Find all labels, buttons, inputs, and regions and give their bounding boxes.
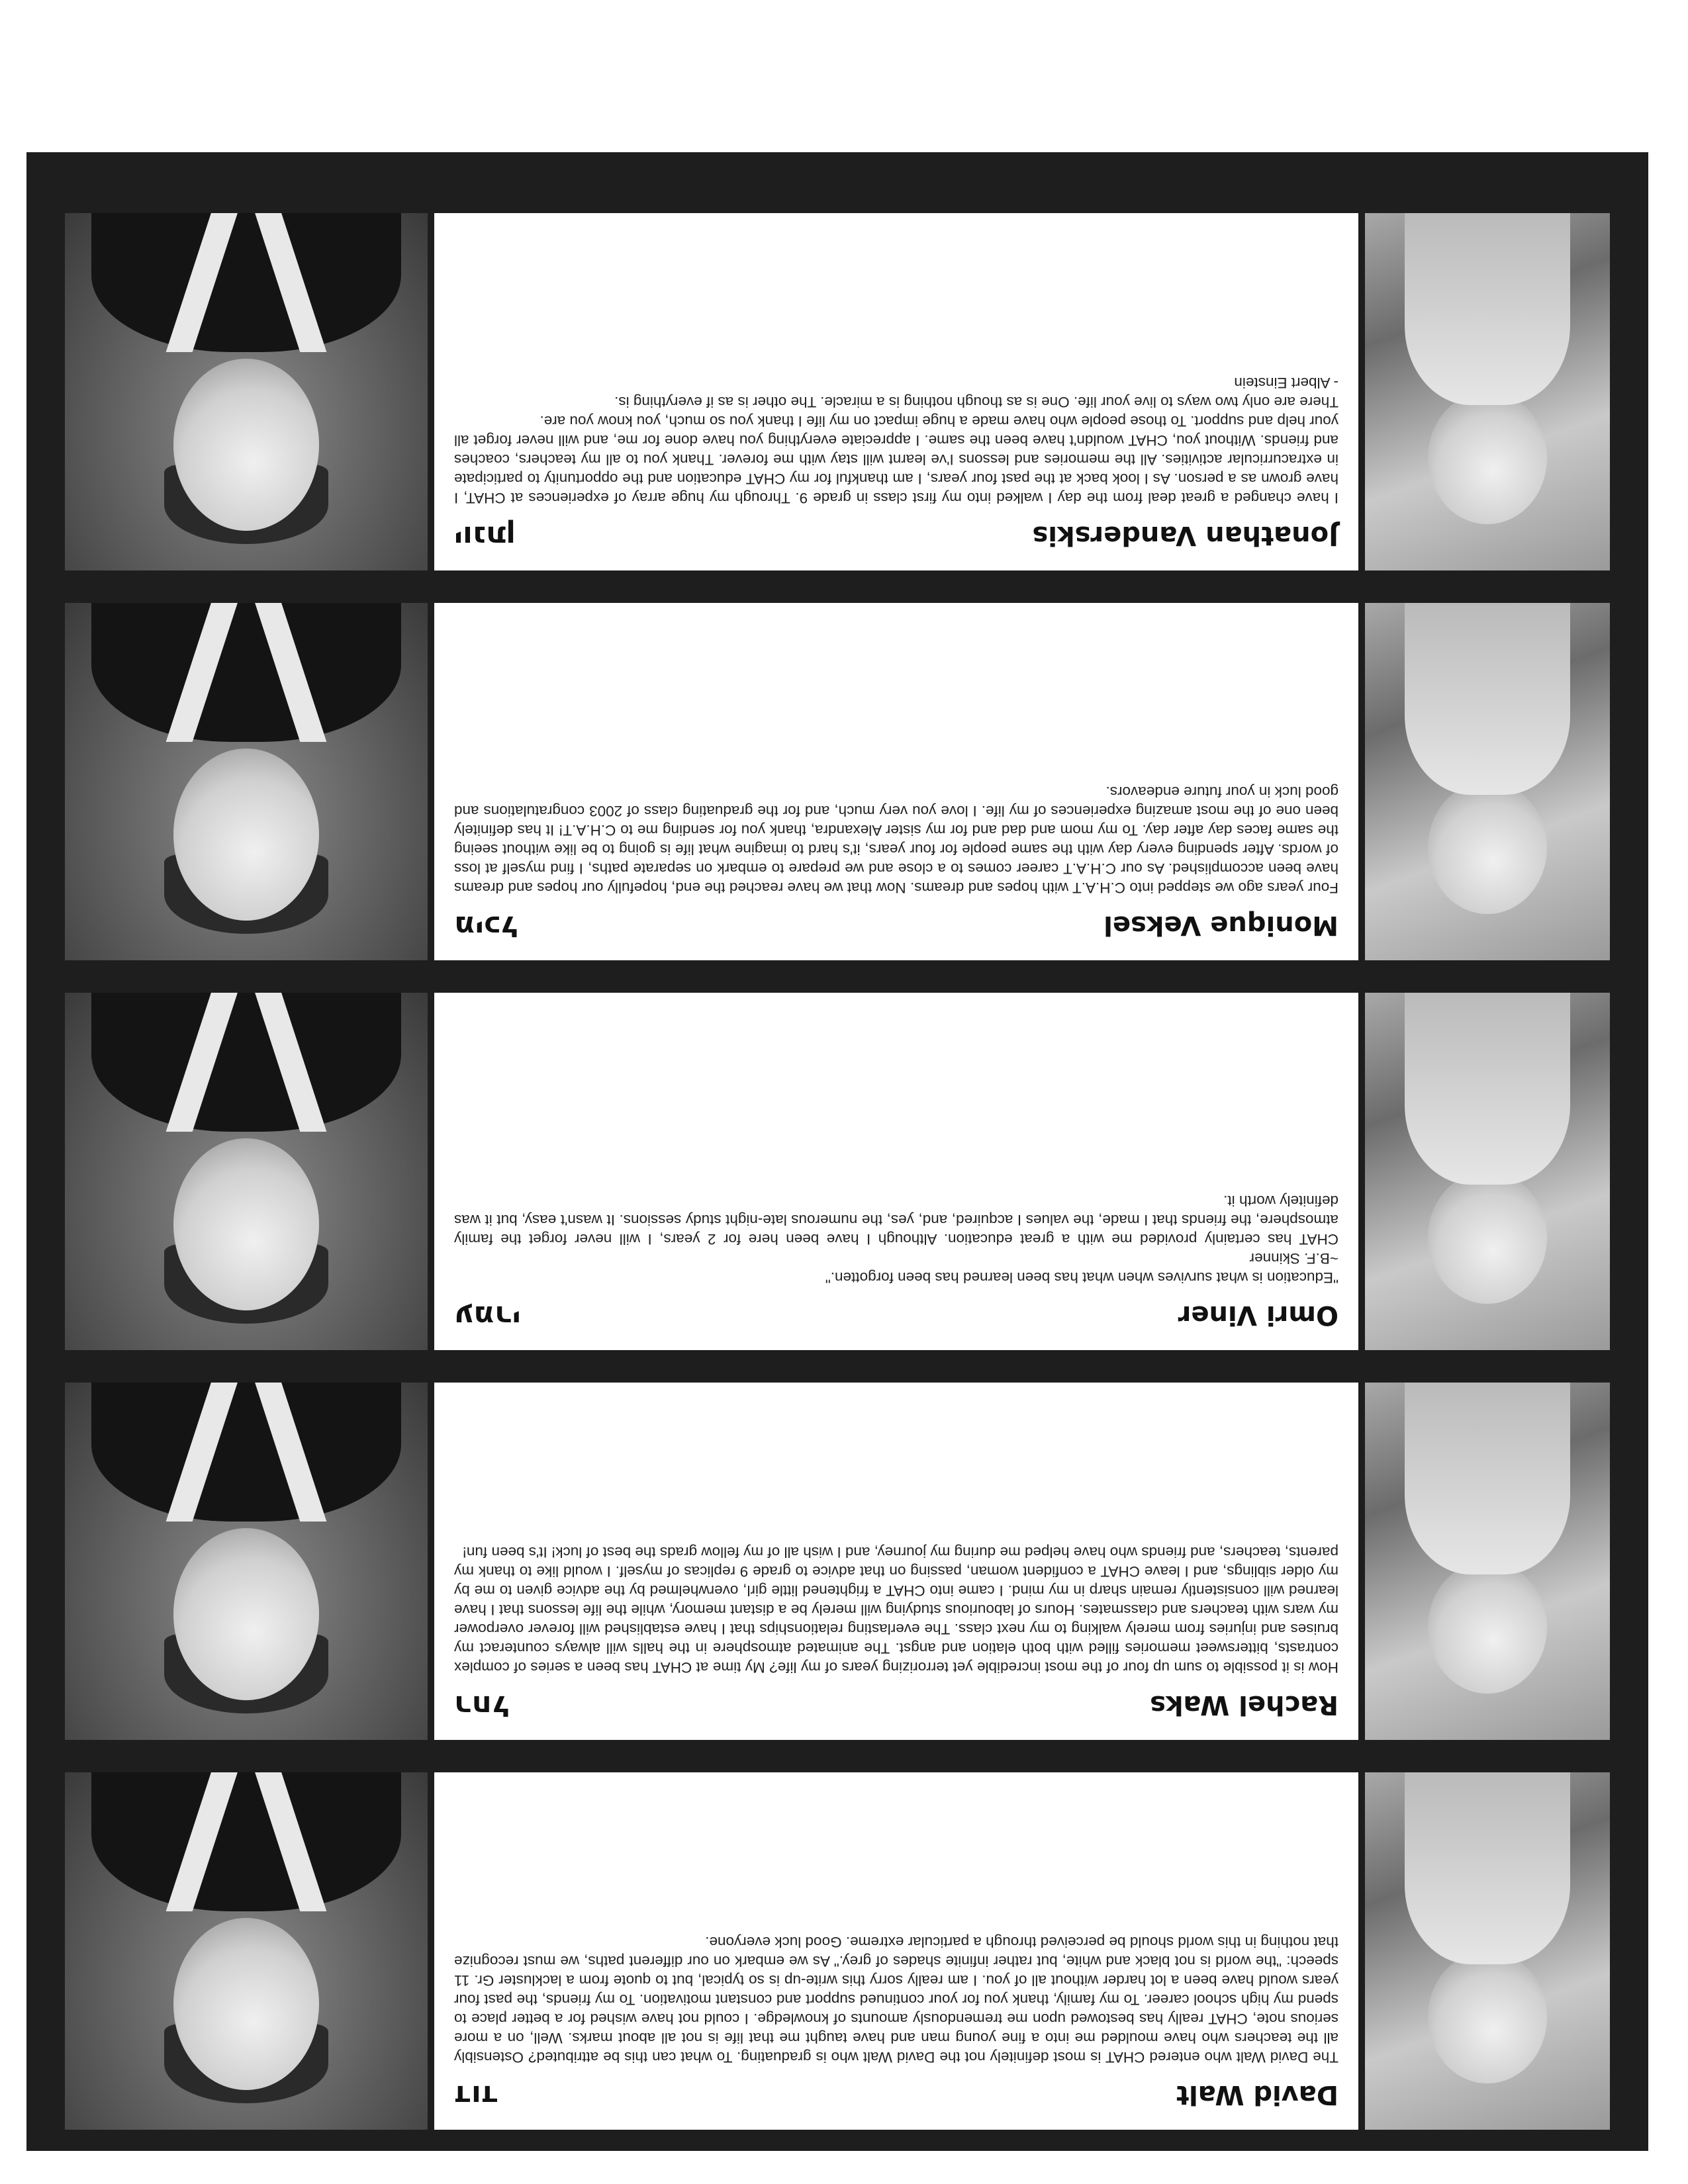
graduation-photo	[65, 993, 428, 1350]
entry-text-box	[434, 1772, 1358, 2130]
graduate-entry	[26, 1383, 1648, 1740]
graduate-name: Omri Viner	[1178, 1300, 1338, 1330]
baby-face-image	[1428, 782, 1547, 914]
baby-photo	[1365, 603, 1610, 960]
entry-heading	[454, 1689, 1338, 1723]
hebrew-name: עמרי	[454, 1299, 521, 1333]
baby-body-image	[1405, 1383, 1570, 1574]
graduation-photo	[65, 213, 428, 570]
graduate-message: "Education is what survives when what has been learned has been forgotten." ~B.F. Skinner CHAT has certainly provided me with a great education. Although I have been here for 2 years, I will never forget the family atmosphere, the friends that I made, the values I acquired, and, yes, the numerous late-night study sessions. It wasn't easy, but it was definitely worth it.	[454, 1193, 1338, 1286]
entry-text-box	[434, 1383, 1358, 1740]
entry-heading	[454, 520, 1338, 553]
graduate-name: Rachel Waks	[1150, 1690, 1338, 1720]
baby-body-image	[1405, 993, 1570, 1185]
gown-image	[91, 1383, 401, 1522]
graduate-name: David Walt	[1176, 2079, 1338, 2110]
hebrew-name: מיכל	[454, 909, 518, 943]
baby-photo	[1365, 213, 1610, 570]
gown-image	[91, 993, 401, 1132]
baby-photo	[1365, 1383, 1610, 1740]
graduate-entry	[26, 993, 1648, 1350]
graduation-photo	[65, 603, 428, 960]
entry-text-box	[434, 603, 1358, 960]
gown-image	[91, 603, 401, 742]
graduate-entry	[26, 603, 1648, 960]
gown-image	[91, 213, 401, 352]
graduate-name: Jonathan Vanderskis	[1032, 520, 1338, 551]
entry-heading	[454, 909, 1338, 943]
baby-face-image	[1428, 1951, 1547, 2083]
graduate-face-image	[173, 1528, 319, 1700]
graduate-message: How is it possible to sum up four of the most incredible yet terrorizing years of my life? My time at CHAT has been a series of complex contrasts, bittersweet memories filled with both elation and angst. The animated atmosphere in the halls will always counteract my bruises and injuries from merely walking to my next class. The everlasting relationships that I have established will forever overpower my wars with teachers and classmates. Hours of labourious studying will merely be a distant memory, while the life lessons that I have learned will consistently remain sharp in my mind. I came into CHAT a frightened little girl, overwhelmed by the advice given to me by my older siblings, and I leave CHAT a confident woman, passing on that advice to grade 9 replicas of myself. I would like to thank my parents, teachers, and friends who have helped me during my journey, and I wish all of my fellow grads the best of luck! It's been fun!	[454, 1544, 1338, 1676]
graduation-photo	[65, 1383, 428, 1740]
graduation-photo	[65, 1772, 428, 2130]
graduate-entry	[26, 213, 1648, 570]
gown-image	[91, 1772, 401, 1911]
graduate-name: Monique Veksel	[1103, 910, 1338, 940]
graduate-face-image	[173, 1918, 319, 2090]
entry-text-box	[434, 213, 1358, 570]
hebrew-name: יונתן	[454, 520, 516, 553]
entry-heading	[454, 1299, 1338, 1333]
baby-photo	[1365, 993, 1610, 1350]
graduate-face-image	[173, 1138, 319, 1310]
baby-face-image	[1428, 392, 1547, 524]
hebrew-name: רחל	[454, 1689, 510, 1723]
baby-face-image	[1428, 1171, 1547, 1304]
entry-text-box	[434, 993, 1358, 1350]
page-frame	[26, 152, 1648, 2151]
baby-body-image	[1405, 1772, 1570, 1964]
page-number: 188	[75, 82, 126, 113]
graduate-face-image	[173, 749, 319, 921]
baby-face-image	[1428, 1561, 1547, 1694]
baby-photo	[1365, 1772, 1610, 2130]
baby-body-image	[1405, 603, 1570, 795]
hebrew-name: דוד	[454, 2079, 498, 2113]
graduate-entry	[26, 1772, 1648, 2130]
baby-body-image	[1405, 213, 1570, 405]
graduate-message: The David Walt who entered CHAT is most definitely not the David Walt who is graduating. To what can this be attributed? Ostensibly all the teachers who have moulded me into a fine young man and have taught me that life is not all about marks. Well, on a more serious note, CHAT really has bestowed upon me tremendously amounts of knowledge. I could not have wished for a better place to spend my high school career. To my family, thank you for your continued support and constant motivation. To my friends, the past four years would have been a lot harder without all of you. I am really sorry this write-up is so typical, but to quote from a lackluster Gr. 11 speech: "the world is not black and white, but rather infinite shades of grey." As we embark on our different paths, we must recognize that nothing in this world should be perceived through a particular extreme. Good luck everyone.	[454, 1934, 1338, 2066]
entry-heading	[454, 2079, 1338, 2113]
graduate-message: Four years ago we stepped into C.H.A.T with hopes and dreams. Now that we have reached the end, hopefully our hopes and dreams have been accomplished. As our C.H.A.T career comes to a close and we prepare to embark on separate paths, I find myself at loss of words. After spending every day with the same people for four years, it's hard to imagine what life is going to be like without seeing the same faces day after day. To my mom and dad and for my sister Alexandra, thank you for sending me to C.H.A.T! It has definitely been one of the most amazing experiences of my life. I love you very much, and for the graduating class of 2003 congratulations and good luck in your future endeavors.	[454, 784, 1338, 896]
graduate-message: I have changed a great deal from the day I walked into my first class in grade 9. Through my huge array of experiences at CHAT, I have grown as a person. As I look back at the past four years, I am thankful for my CHAT education and the opportunity to participate in extracurricular activities. All the memories and lessons I've learnt will stay with me forever. Thank you to all my teachers, coaches and friends. Without you, CHAT wouldn't have been the same. I appreciate everything you have done for me, and will never forget all your help and support. To those people who have made a huge impact on my life I thank you so much, you know you are. There are only two ways to live your life. One is as though nothing is a miracle. The other is as if everything is. - Albert Einstein	[454, 375, 1338, 506]
graduate-face-image	[173, 359, 319, 531]
